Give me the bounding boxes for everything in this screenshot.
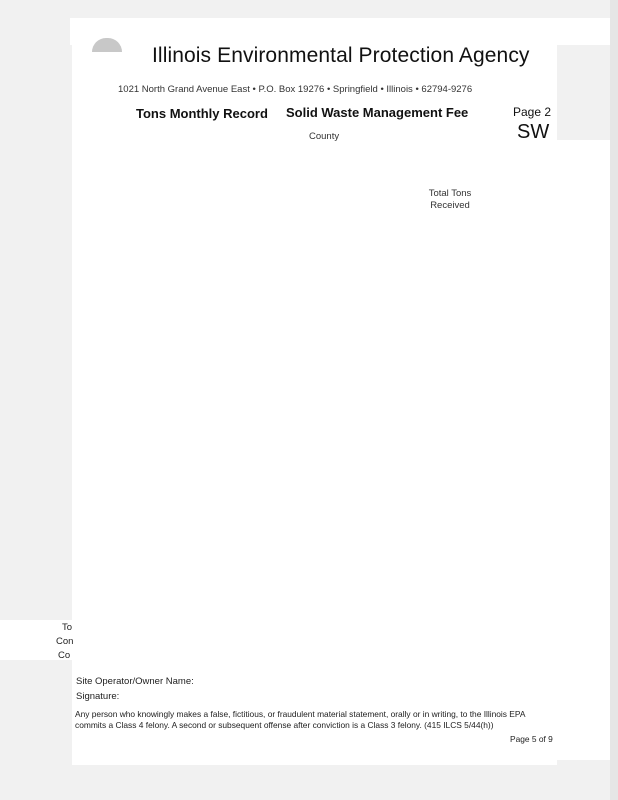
form-title: Tons Monthly Record	[136, 106, 268, 121]
agency-name: Illinois Environmental Protection Agency	[152, 44, 530, 67]
cutoff-label: To	[62, 622, 73, 633]
header-band	[70, 18, 610, 45]
legal-warning: Any person who knowingly makes a false, fictitious, or fraudulent material statement, orally or in writing, to the Illinois EPA commits a Class 4 felony. A second or subsequent offense after conviction is a Class 3 felony. (415 ILCS 5/44(h))	[75, 709, 525, 730]
county-label: County	[309, 131, 340, 142]
form-subtitle: Solid Waste Management Fee	[286, 105, 469, 120]
site-operator-label: Site Operator/Owner Name:	[76, 676, 194, 687]
page-number: Page 5 of 9	[510, 734, 553, 744]
cutoff-label: Con	[56, 636, 74, 647]
cutoff-label: Co	[58, 650, 71, 661]
form-code: SW	[517, 121, 550, 143]
right-margin-band	[556, 140, 610, 760]
agency-address: 1021 North Grand Avenue East • P.O. Box 19276 • Springfield • Illinois • 62794-9276	[118, 84, 473, 95]
form-sheet	[72, 45, 557, 765]
total-tons-header: Total Tons Received	[428, 188, 472, 211]
signature-label: Signature:	[76, 691, 120, 702]
page-label: Page 2	[513, 105, 552, 119]
